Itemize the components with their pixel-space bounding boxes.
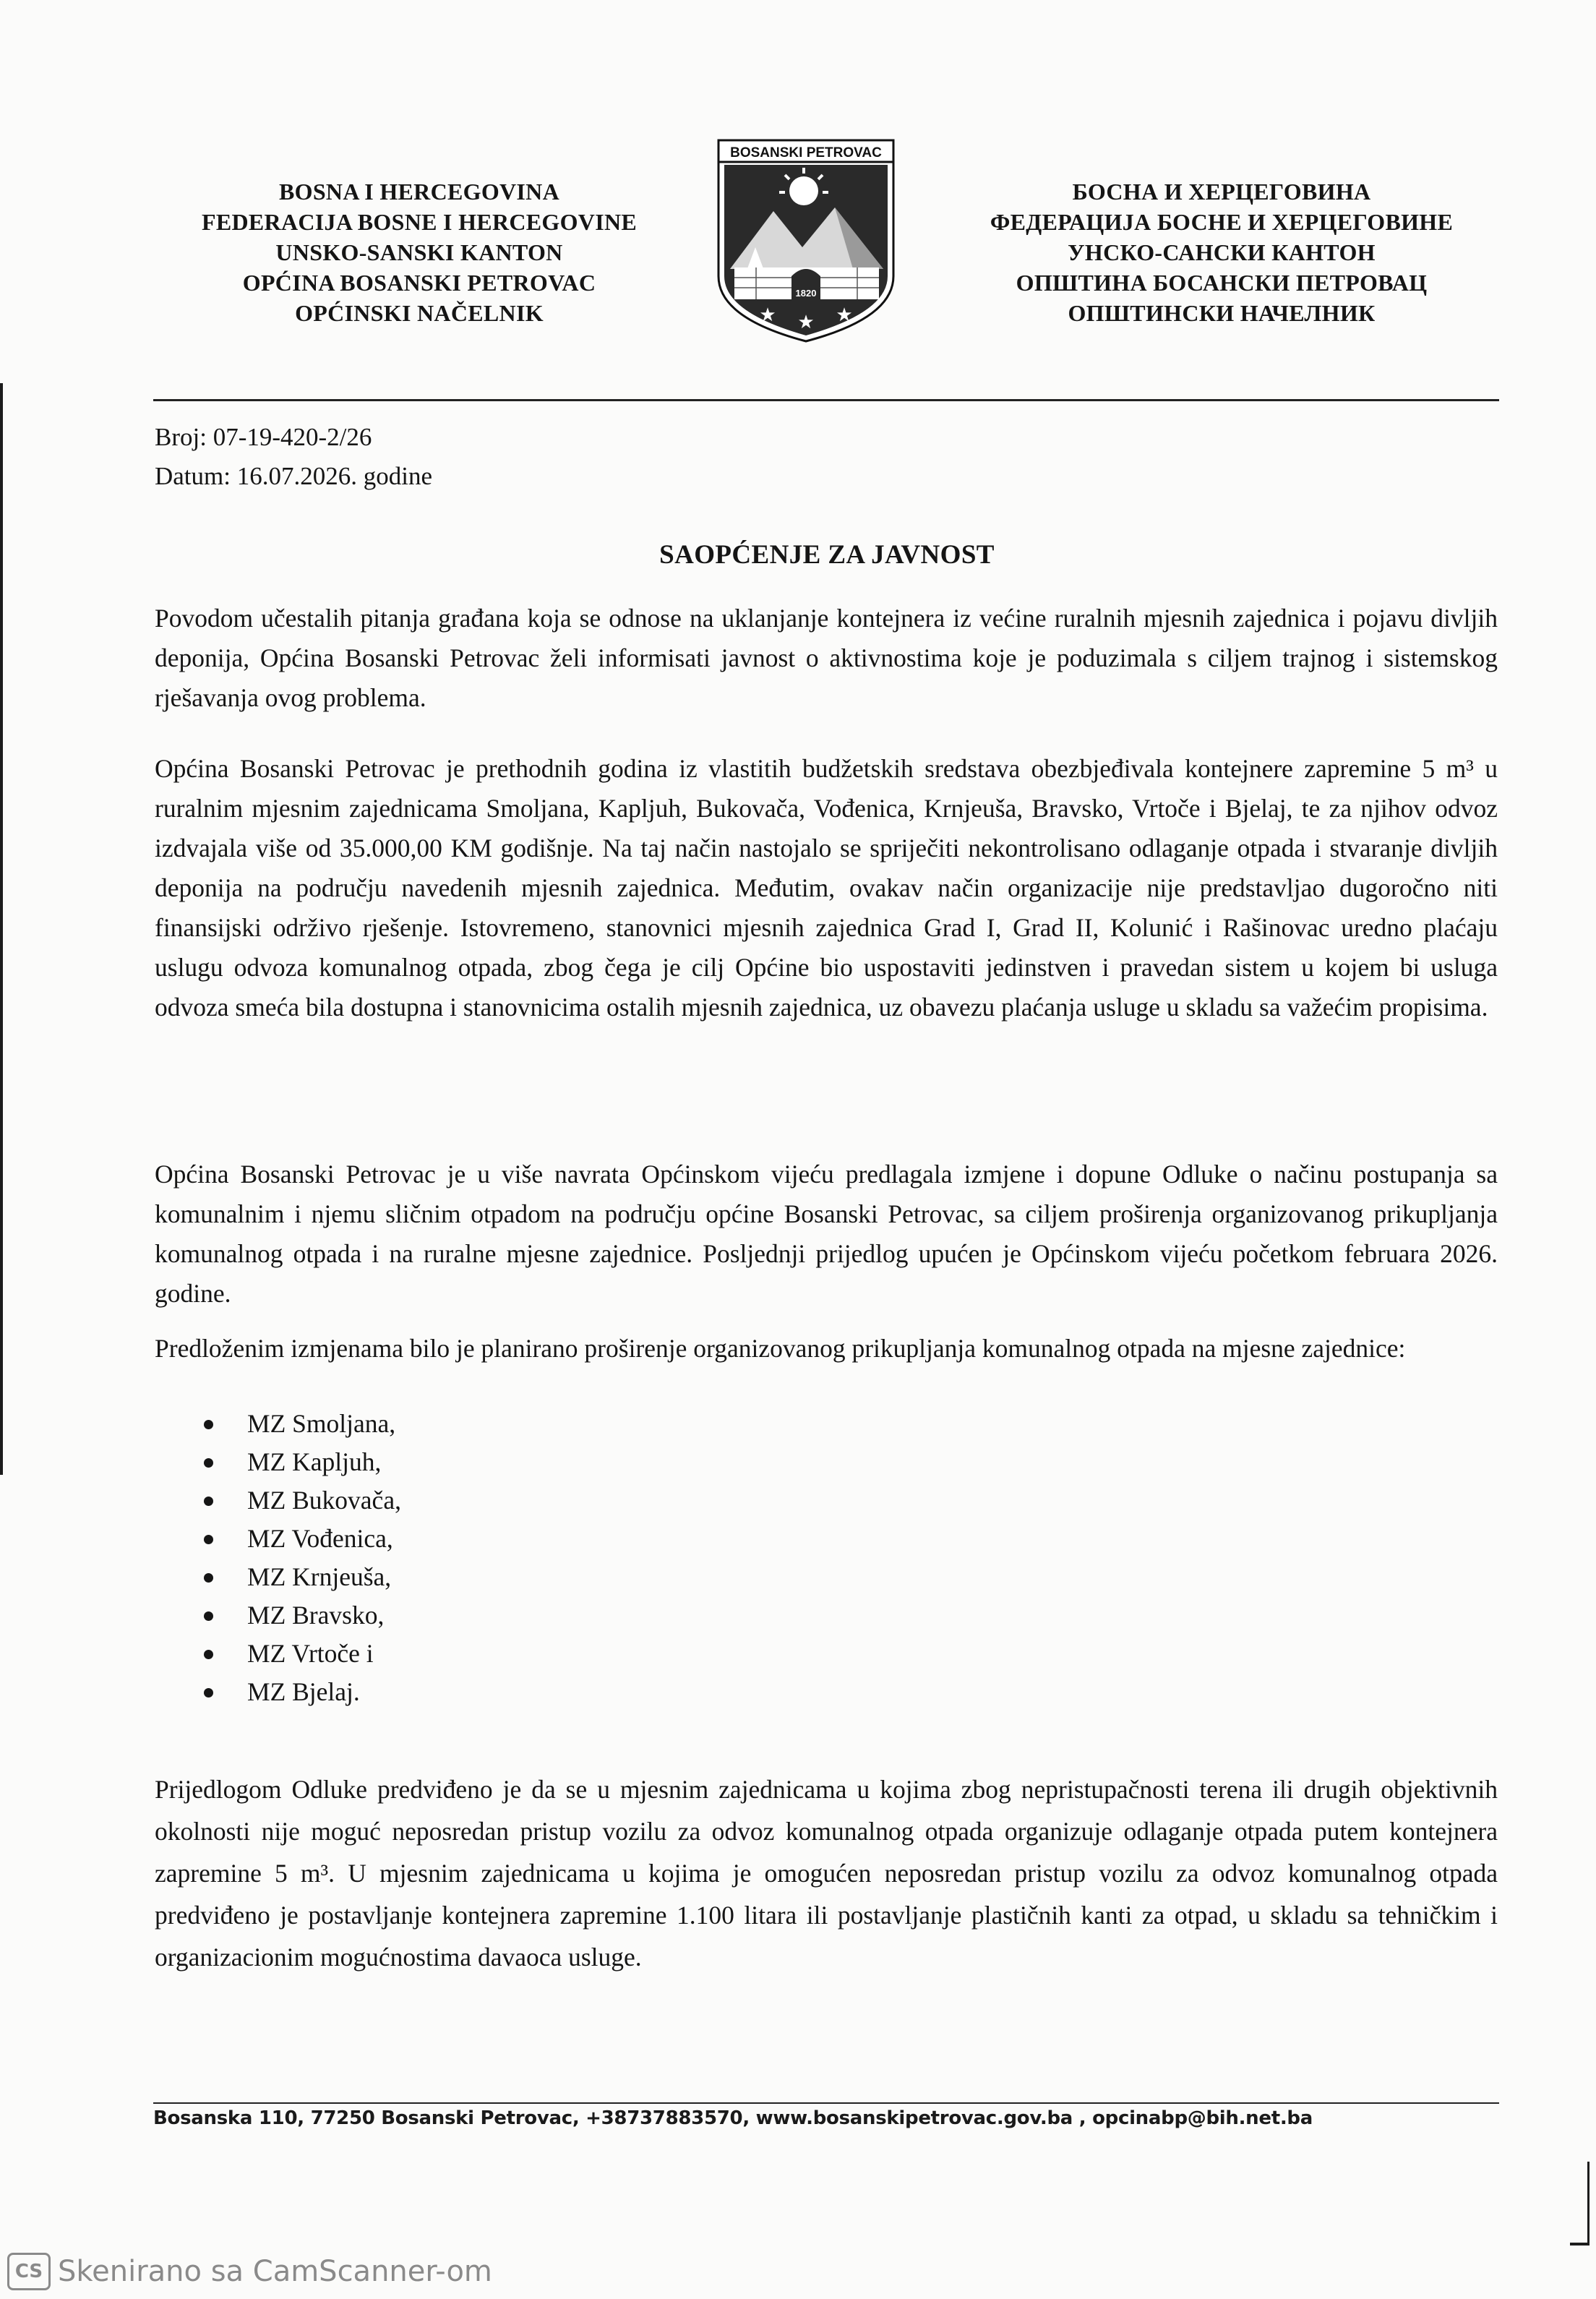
header-line: FEDERACIJA BOSNE I HERCEGOVINE (202, 209, 637, 235)
list-item: MZ Kapljuh, (204, 1443, 401, 1481)
header-divider (153, 399, 1499, 401)
community-list (204, 1405, 401, 1711)
list-item: MZ Krnjeuša, (204, 1558, 401, 1596)
reference-block (155, 418, 432, 496)
svg-text:★: ★ (797, 312, 815, 333)
reference-number: Broj: 07-19-420-2/26 (155, 423, 372, 451)
scan-edge-mark (0, 383, 3, 1475)
header-line: UNSKO-SANSKI KANTON (275, 239, 563, 265)
paragraph-list-intro: Predloženim izmjenama bilo je planirano proširenje organizovanog prikupljanja komunalnog otpada na mjesne zajednice: (155, 1334, 1406, 1363)
list-item: MZ Bukovača, (204, 1481, 401, 1520)
scan-edge-mark (1587, 2162, 1589, 2245)
footer-contact: Bosanska 110, 77250 Bosanski Petrovac, +38737883570, www.bosanskipetrovac.gov.ba , opcinabp@bih.net.ba (153, 2107, 1313, 2129)
header-line: БОСНА И ХЕРЦЕГОВИНА (1072, 179, 1371, 205)
coat-of-arms-icon (716, 139, 896, 343)
paragraph-intro: Povodom učestalih pitanja građana koja se odnose na uklanjanje kontejnera iz većine ruralnih mjesnih zajednica i pojavu divljih deponija, Općina Bosanski Petrovac želi informisati javnost o aktivnostima koje je poduzimala s ciljem trajnog i sistemskog rješavanja ovog problema. (155, 604, 1498, 712)
header-line: OPĆINA BOSANSKI PETROVAC (242, 270, 596, 296)
coat-banner-text: BOSANSKI PETROVAC (730, 145, 882, 160)
header-line: OPĆINSKI NAČELNIK (295, 300, 544, 326)
svg-text:★: ★ (759, 304, 776, 326)
list-item: MZ Smoljana, (204, 1405, 401, 1443)
document-title: SAOPĆENJE ZA JAVNOST (659, 540, 995, 570)
header-latin (145, 176, 694, 328)
header-line: ОПШТИНСКИ НАЧЕЛНИК (1068, 300, 1376, 326)
list-item: MZ Vrtoče i (204, 1635, 401, 1673)
header-line: ФЕДЕРАЦИЈА БОСНЕ И ХЕРЦЕГОВИНЕ (990, 209, 1454, 235)
header-line: УНСКО-САНСКИ КАНТОН (1068, 239, 1376, 265)
list-item: MZ Bravsko, (204, 1596, 401, 1635)
header-line: BOSNA I HERCEGOVINA (279, 179, 559, 205)
paragraph-background: Općina Bosanski Petrovac je prethodnih godina iz vlastitih budžetskih sredstava obezbjeđivala kontejnere zapremine 5 m³ u ruralnim mjesnim zajednicama Smoljana, Kapljuh, Bukovača, Vođenica, Krnjeuša, Bravsko, Vrtoče i Bjelaj, te za njihov odvoz izdvajala više od 35.000,00 KM godišnje. Na taj način nastojalo se spriječiti nekontrolisano odlaganje otpada i stvaranje divljih deponija na području navedenih mjesnih zajednica. Međutim, ovakav način organizacije nije predstavljao dugoročno niti finansijski održivo rješenje. Istovremeno, stanovnici mjesnih zajednica Grad I, Grad II, Kolunić i Rašinovac uredno plaćaju uslugu odvoza komunalnog otpada, zbog čega je cilj Općine bio uspostaviti jedinstven i pravedan sistem u kojem bi usluga odvoza smeća bila dostupna i stanovnicima ostalih mjesnih zajednica, uz obavezu plaćanja usluge u skladu sa važećim propisima. (155, 754, 1498, 1022)
reference-date: Datum: 16.07.2026. godine (155, 462, 432, 490)
camscanner-logo-icon: CS (7, 2253, 51, 2290)
list-item: MZ Vođenica, (204, 1520, 401, 1558)
scanner-watermark (7, 2253, 492, 2290)
header-line: ОПШТИНА БОСАНСКИ ПЕТРОВАЦ (1016, 270, 1428, 296)
coat-year-text: 1820 (795, 288, 817, 299)
paragraph-proposal-details: Prijedlogom Odluke predviđeno je da se u mjesnim zajednicama u kojima zbog nepristupačnosti terena ili drugih objektivnih okolnosti nije moguć neposredan pristup vozilu za odvoz komunalnog otpada organizuje odlaganje otpada putem kontejnera zapremine 5 m³. U mjesnim zajednicama u kojima je omogućen neposredan pristup vozilu za odvoz komunalnog otpada predviđeno je postavljanje kontejnera zapremine 1.100 litara ili postavljanje plastičnih kanti za otpad, u skladu sa tehničkim i organizacionim mogućnostima davaoca usluge. (155, 1775, 1498, 1972)
scan-edge-mark (1570, 2243, 1589, 2246)
header-cyrillic (940, 176, 1503, 328)
footer-divider (153, 2102, 1499, 2104)
watermark-text: Skenirano sa CamScanner-om (58, 2255, 492, 2288)
list-item: MZ Bjelaj. (204, 1673, 401, 1711)
paragraph-proposals: Općina Bosanski Petrovac je u više navrata Općinskom vijeću predlagala izmjene i dopune Odluke o načinu postupanja sa komunalnim i njemu sličnim otpadom na području općine Bosanski Petrovac, sa ciljem proširenja organizovanog prikupljanja komunalnog otpada i na ruralne mjesne zajednice. Posljednji prijedlog upućen je Općinskom vijeću početkom februara 2026. godine. (155, 1160, 1498, 1308)
svg-text:★: ★ (836, 304, 853, 326)
